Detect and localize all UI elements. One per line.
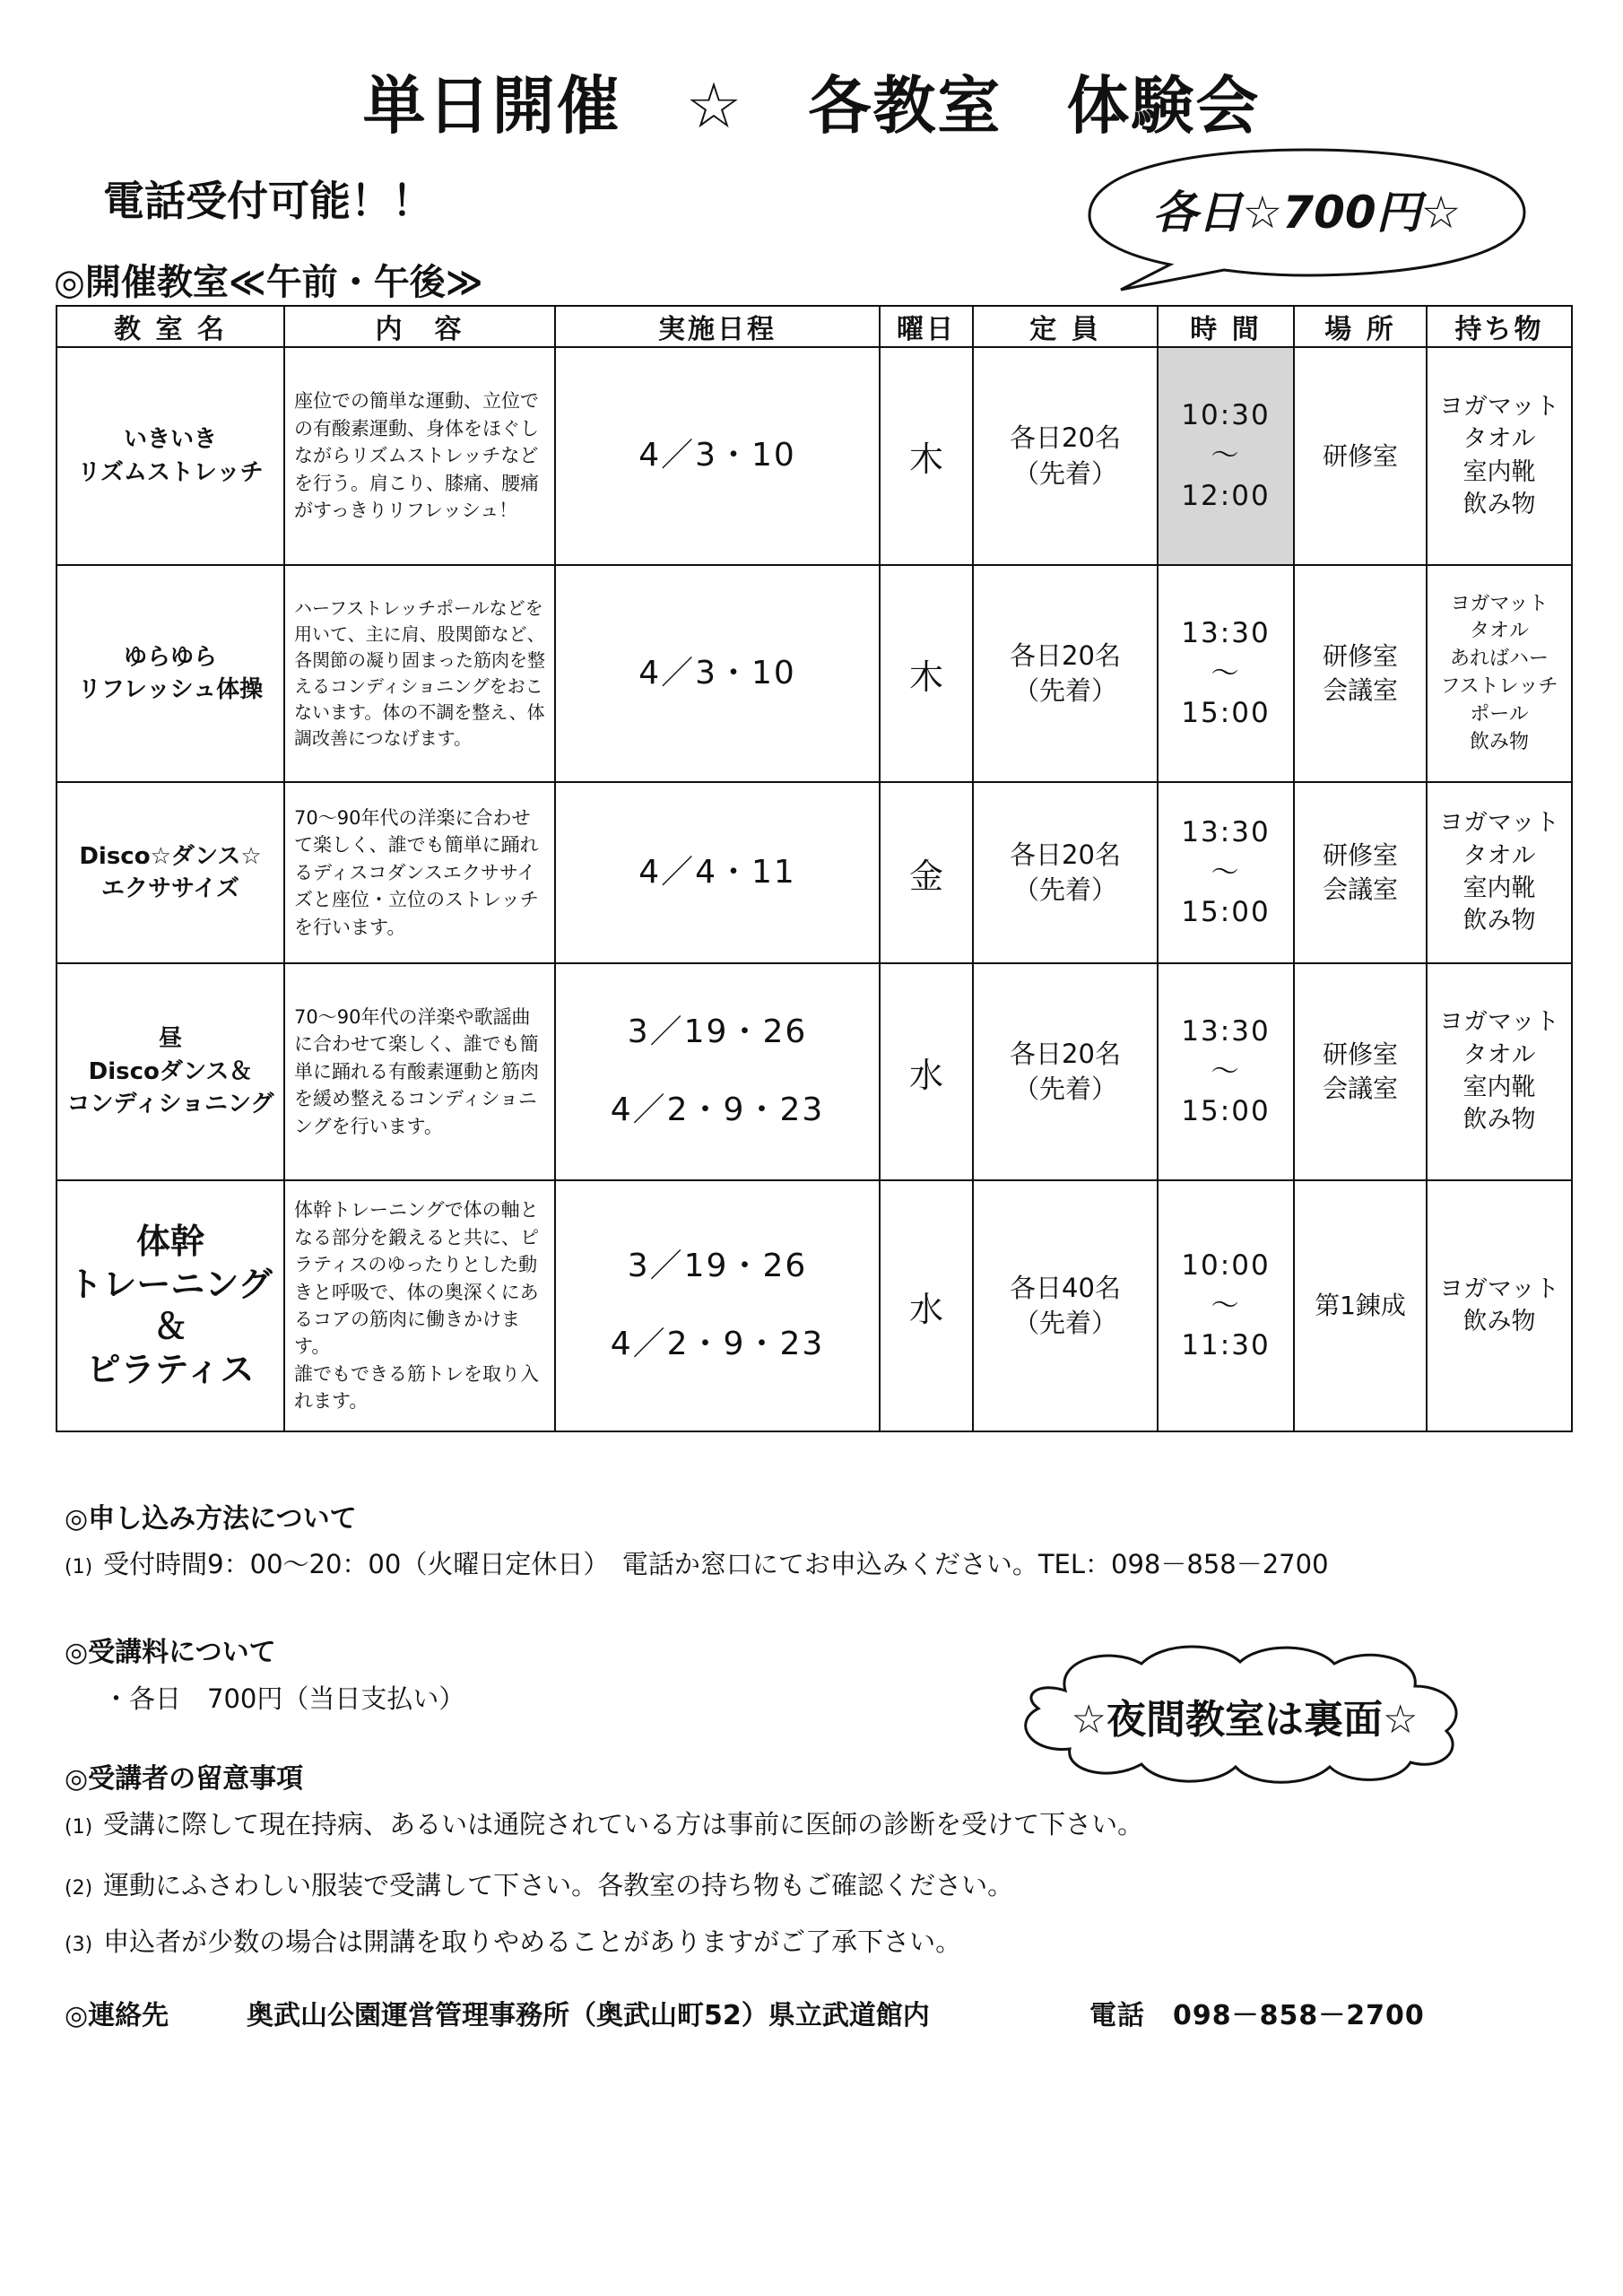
page-title: 単日開催 ☆ 各教室 体験会: [362, 69, 1261, 143]
price-speech-bubble: [1072, 139, 1542, 296]
column-header-time: 時 間: [1158, 306, 1294, 347]
note-item: [65, 1866, 1013, 1902]
class-place: 第1錬成: [1294, 1180, 1427, 1431]
contact-phone: 電話 098－858－2700: [1089, 2000, 1425, 2031]
table-row: [56, 782, 1572, 963]
class-dates: [555, 565, 880, 782]
class-content: 体幹トレーニングで体の軸となる部分を鍛えると共に、ピラティスのゆったりとした動きと呼吸で、体の奥深くにあるコアの筋肉に働きかけます。 誰でもできる筋トレを取り入れます。: [284, 1180, 555, 1431]
class-name: 昼 Discoダンス＆ コンディショニング: [56, 963, 284, 1180]
class-name: Disco☆ダンス☆ エクササイズ: [56, 782, 284, 963]
contact-label: ◎連絡先: [65, 2000, 169, 2031]
column-header-capacity: 定 員: [973, 306, 1158, 347]
class-place: 研修室 会議室: [1294, 565, 1427, 782]
phone-accept-notice: 電話受付可能！！: [103, 177, 433, 225]
note-text: 受講に際して現在持病、あるいは通院されている方は事前に医師の診断を受けて下さい。: [103, 1809, 1144, 1839]
class-time: 13:30 ～ 15:00: [1158, 963, 1294, 1180]
class-time: 10:00 ～ 11:30: [1158, 1180, 1294, 1431]
night-class-text: ☆夜間教室は裏面☆: [1071, 1697, 1419, 1743]
class-name: いきいき リズムストレッチ: [56, 347, 284, 565]
application-text: 受付時間9：00～20：00（火曜日定休日） 電話か窓口にてお申込みください。TEL：098－858－2700: [103, 1549, 1329, 1579]
class-dates: [555, 963, 880, 1180]
dates-line: 4／3・10: [638, 437, 796, 474]
column-header-day: 曜日: [880, 306, 973, 347]
item-number: (1): [65, 1816, 93, 1839]
table-header-row: [56, 306, 1572, 347]
application-item: [65, 1544, 1329, 1581]
class-dates: [555, 1180, 880, 1431]
notes-heading: ◎受講者の留意事項: [65, 1763, 304, 1795]
column-header-items: 持ち物: [1427, 306, 1572, 347]
class-items: ヨガマット タオル 室内靴 飲み物: [1427, 963, 1572, 1180]
table-row: [56, 347, 1572, 565]
class-schedule-table: [56, 305, 1573, 1432]
item-number: (3): [65, 1934, 93, 1956]
class-capacity: 各日20名 （先着）: [973, 963, 1158, 1180]
class-place: 研修室 会議室: [1294, 963, 1427, 1180]
class-day: 金: [880, 782, 973, 963]
class-place: 研修室: [1294, 347, 1427, 565]
column-header-name: 教 室 名: [56, 306, 284, 347]
class-capacity: 各日20名 （先着）: [973, 347, 1158, 565]
dates-line: 3／19・26: [627, 1248, 808, 1285]
class-items: ヨガマット 飲み物: [1427, 1180, 1572, 1431]
class-content: ハーフストレッチポールなどを用いて、主に肩、股関節など、各関節の凝り固まった筋肉を整えるコンディショニングをおこないます。体の不調を整え、体調改善につなげます。: [284, 565, 555, 782]
class-time: 13:30 ～ 15:00: [1158, 782, 1294, 963]
class-day: 水: [880, 1180, 973, 1431]
class-name: 体幹 トレーニング ＆ ピラティス: [56, 1180, 284, 1431]
class-content: 70～90年代の洋楽に合わせて楽しく、誰でも簡単に踊れるディスコダンスエクササイズと座位・立位のストレッチを行います。: [284, 782, 555, 963]
dates-line: 4／2・9・23: [610, 1326, 825, 1362]
class-day: 水: [880, 963, 973, 1180]
class-dates: [555, 782, 880, 963]
contact-office: 奥武山公園運営管理事務所（奥武山町52）県立武道館内: [247, 2000, 930, 2031]
class-capacity: 各日40名 （先着）: [973, 1180, 1158, 1431]
note-text: 申込者が少数の場合は開講を取りやめることがありますがご了承下さい。: [103, 1926, 962, 1957]
class-time: 10:30 ～ 12:00: [1158, 347, 1294, 565]
class-items: ヨガマット タオル 室内靴 飲み物: [1427, 782, 1572, 963]
class-items: ヨガマット タオル 室内靴 飲み物: [1427, 347, 1572, 565]
class-day: 木: [880, 565, 973, 782]
class-capacity: 各日20名 （先着）: [973, 565, 1158, 782]
class-content: 座位での簡単な運動、立位での有酸素運動、身体をほぐしながらリズムストレッチなどを行う。肩こり、膝痛、腰痛がすっきりリフレッシュ！: [284, 347, 555, 565]
class-content: 70～90年代の洋楽や歌謡曲に合わせて楽しく、誰でも簡単に踊れる有酸素運動と筋肉を緩め整えるコンディショニングを行います。: [284, 963, 555, 1180]
item-number: (2): [65, 1877, 93, 1900]
class-time: 13:30 ～ 15:00: [1158, 565, 1294, 782]
note-item: [65, 1805, 1143, 1841]
application-heading: ◎申し込み方法について: [65, 1503, 357, 1535]
column-header-content: 内 容: [284, 306, 555, 347]
dates-line: 4／2・9・23: [610, 1091, 825, 1128]
table-row: [56, 963, 1572, 1180]
note-text: 運動にふさわしい服装で受講して下さい。各教室の持ち物もご確認ください。: [103, 1870, 1014, 1900]
dates-line: 3／19・26: [627, 1013, 808, 1051]
table-row: [56, 1180, 1572, 1431]
class-dates: [555, 347, 880, 565]
dates-line: 4／4・11: [638, 853, 796, 891]
class-place: 研修室 会議室: [1294, 782, 1427, 963]
class-capacity: 各日20名 （先着）: [973, 782, 1158, 963]
item-number: (1): [65, 1556, 93, 1578]
table-row: [56, 565, 1572, 782]
price-badge-text: 各日☆700円☆: [1152, 187, 1462, 239]
fee-heading: ◎受講料について: [65, 1637, 276, 1668]
note-item: [65, 1922, 961, 1959]
fee-text: ・各日 700円（当日支払い）: [103, 1683, 465, 1714]
dates-line: 4／3・10: [638, 654, 796, 691]
class-day: 木: [880, 347, 973, 565]
class-name: ゆらゆら リフレッシュ体操: [56, 565, 284, 782]
night-class-cloud: [994, 1637, 1496, 1789]
column-header-place: 場 所: [1294, 306, 1427, 347]
column-header-dates: 実施日程: [555, 306, 880, 347]
class-items: ヨガマット タオル あればハー フストレッチ ポール 飲み物: [1427, 565, 1572, 782]
section-heading: ◎開催教室≪午前・午後≫: [54, 262, 483, 303]
